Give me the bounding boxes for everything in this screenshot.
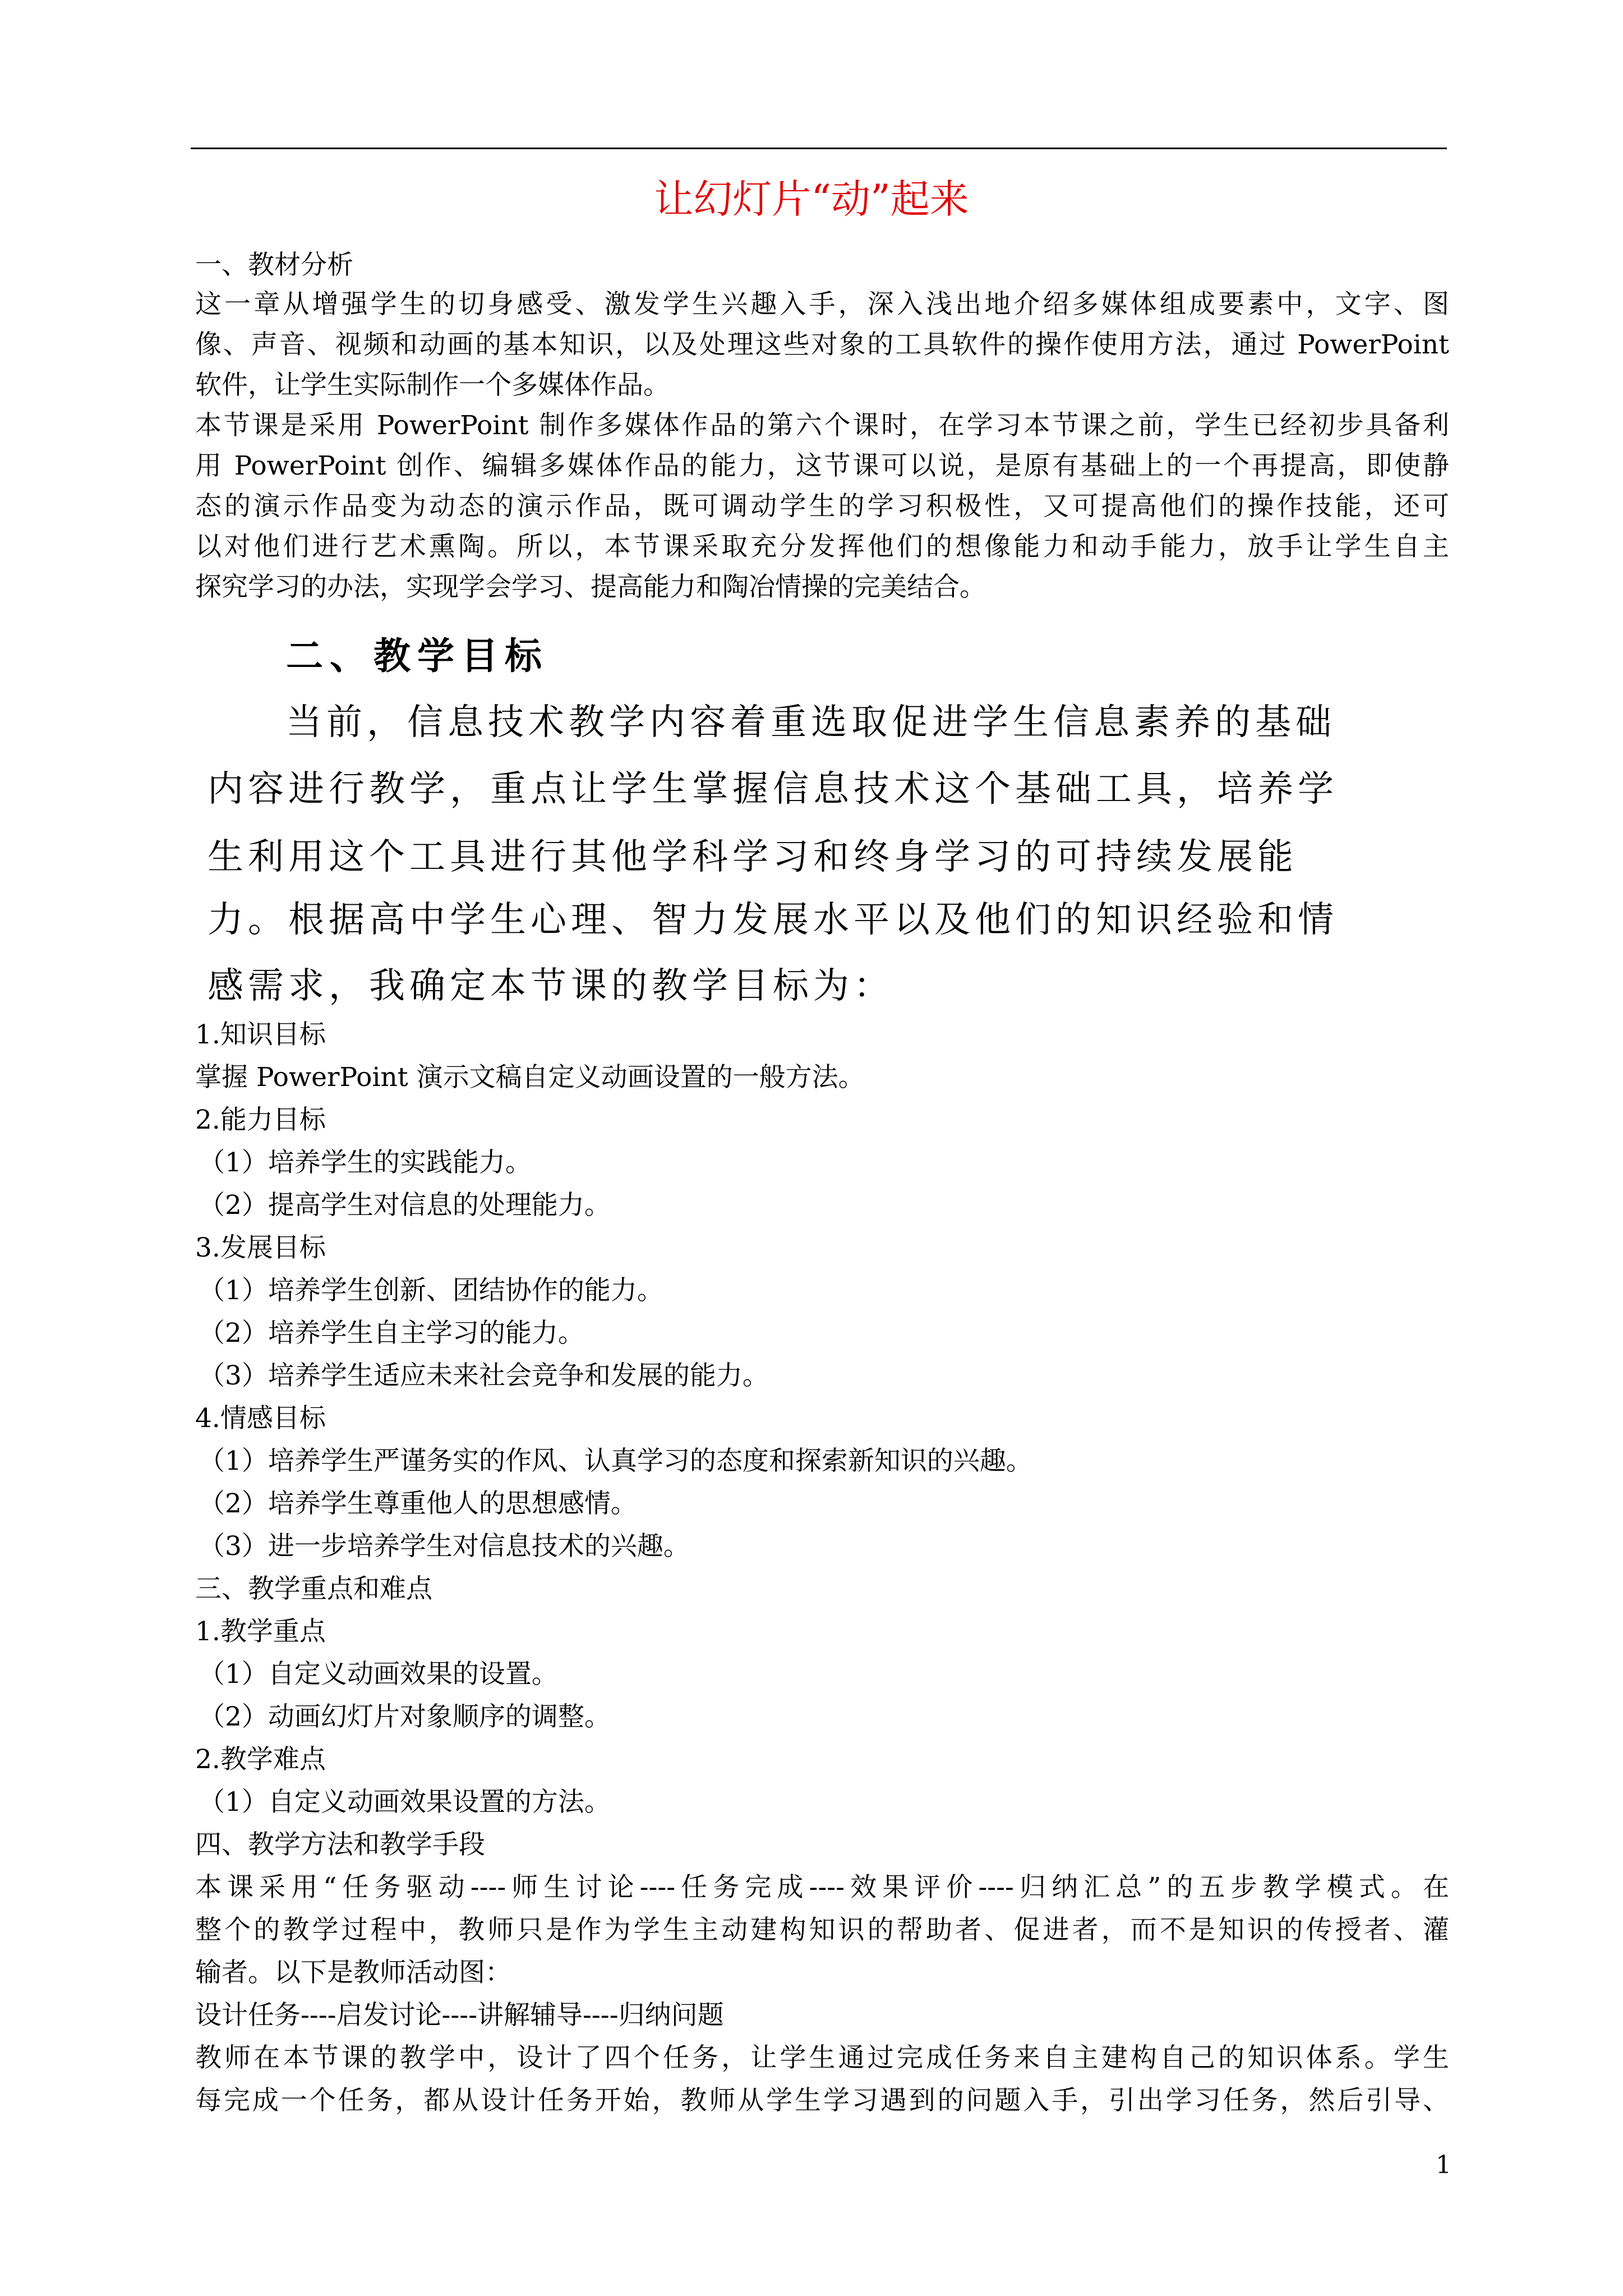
list-item: 1.教学重点 bbox=[195, 1616, 326, 1647]
section-heading: 一、教材分析 bbox=[195, 250, 353, 280]
list-item: （3）进一步培养学生对信息技术的兴趣。 bbox=[199, 1531, 690, 1562]
list-item: （3）培养学生适应未来社会竞争和发展的能力。 bbox=[199, 1360, 769, 1391]
list-item: 掌握 PowerPoint 演示文稿自定义动画设置的一般方法。 bbox=[195, 1062, 865, 1093]
paragraph-line: 像、声音、视频和动画的基本知识，以及处理这些对象的工具软件的操作使用方法，通过 PowerPoint bbox=[195, 329, 1449, 360]
section-heading: 三、教学重点和难点 bbox=[195, 1573, 432, 1604]
paragraph-line: 用 PowerPoint 创作、编辑多媒体作品的能力，这节课可以说，是原有基础上的一个再提高，即使静 bbox=[195, 450, 1449, 481]
flow-line: 设计任务----启发讨论----讲解辅导----归纳问题 bbox=[195, 2000, 724, 2031]
section-heading: 四、教学方法和教学手段 bbox=[195, 1829, 485, 1860]
list-item: （2）动画幻灯片对象顺序的调整。 bbox=[199, 1701, 611, 1732]
scanned-text-line: 当前，信息技术教学内容着重选取促进学生信息素养的基础 bbox=[286, 702, 1336, 743]
list-item: （1）自定义动画效果设置的方法。 bbox=[199, 1787, 611, 1818]
paragraph-line: 整个的教学过程中，教师只是作为学生主动建构知识的帮助者、促进者，而不是知识的传授者、灌 bbox=[195, 1915, 1449, 1945]
scanned-text-line: 内容进行教学，重点让学生掌握信息技术这个基础工具，培养学 bbox=[208, 769, 1338, 810]
header-rule bbox=[191, 148, 1447, 149]
scanned-text-line: 感需求，我确定本节课的教学目标为： bbox=[208, 965, 894, 1007]
list-item: 3.发展目标 bbox=[195, 1232, 326, 1263]
list-item: 1.知识目标 bbox=[195, 1019, 326, 1050]
paragraph-line: 以对他们进行艺术熏陶。所以，本节课采取充分发挥他们的想像能力和动手能力，放手让学生自主 bbox=[195, 531, 1449, 562]
list-item: （1）自定义动画效果的设置。 bbox=[199, 1659, 558, 1690]
list-item: 2.能力目标 bbox=[195, 1105, 326, 1135]
paragraph-line: 教师在本节课的教学中，设计了四个任务，让学生通过完成任务来自主建构自己的知识体系。学生 bbox=[195, 2042, 1449, 2073]
paragraph-line: 本节课是采用 PowerPoint 制作多媒体作品的第六个课时，在学习本节课之前，学生已经初步具备利 bbox=[195, 410, 1449, 441]
paragraph-line: 输者。以下是教师活动图： bbox=[195, 1957, 511, 1988]
paragraph-line: 本课采用“任务驱动----师生讨论----任务完成----效果评价----归纳汇总”的五步教学模式。在 bbox=[195, 1872, 1449, 1903]
page-number: 1 bbox=[1436, 2151, 1451, 2179]
list-item: （1）培养学生严谨务实的作风、认真学习的态度和探索新知识的兴趣。 bbox=[199, 1446, 1032, 1476]
paragraph-line: 态的演示作品变为动态的演示作品，既可调动学生的学习积极性，又可提高他们的操作技能，还可 bbox=[195, 491, 1449, 522]
list-item: （2）培养学生自主学习的能力。 bbox=[199, 1318, 584, 1349]
list-item: （2）培养学生尊重他人的思想感情。 bbox=[199, 1488, 637, 1519]
list-item: （1）培养学生的实践能力。 bbox=[199, 1147, 532, 1178]
paragraph-line: 每完成一个任务，都从设计任务开始，教师从学生学习遇到的问题入手，引出学习任务，然后引导、 bbox=[195, 2085, 1449, 2116]
list-item: 2.教学难点 bbox=[195, 1744, 326, 1775]
section-heading: 二、教学目标 bbox=[286, 634, 548, 678]
paragraph-line: 软件，让学生实际制作一个多媒体作品。 bbox=[195, 370, 670, 401]
document-title: 让幻灯片“动”起来 bbox=[654, 176, 969, 222]
paragraph-line: 这一章从增强学生的切身感受、激发学生兴趣入手，深入浅出地介绍多媒体组成要素中，文字、图 bbox=[195, 289, 1449, 320]
paragraph-line: 探究学习的办法，实现学会学习、提高能力和陶冶情操的完美结合。 bbox=[195, 572, 986, 602]
scanned-text-line: 力。根据高中学生心理、智力发展水平以及他们的知识经验和情 bbox=[208, 899, 1338, 941]
list-item: 4.情感目标 bbox=[195, 1403, 326, 1434]
list-item: （1）培养学生创新、团结协作的能力。 bbox=[199, 1275, 663, 1306]
scanned-text-line: 生利用这个工具进行其他学科学习和终身学习的可持续发展能 bbox=[208, 836, 1298, 878]
list-item: （2）提高学生对信息的处理能力。 bbox=[199, 1190, 611, 1221]
